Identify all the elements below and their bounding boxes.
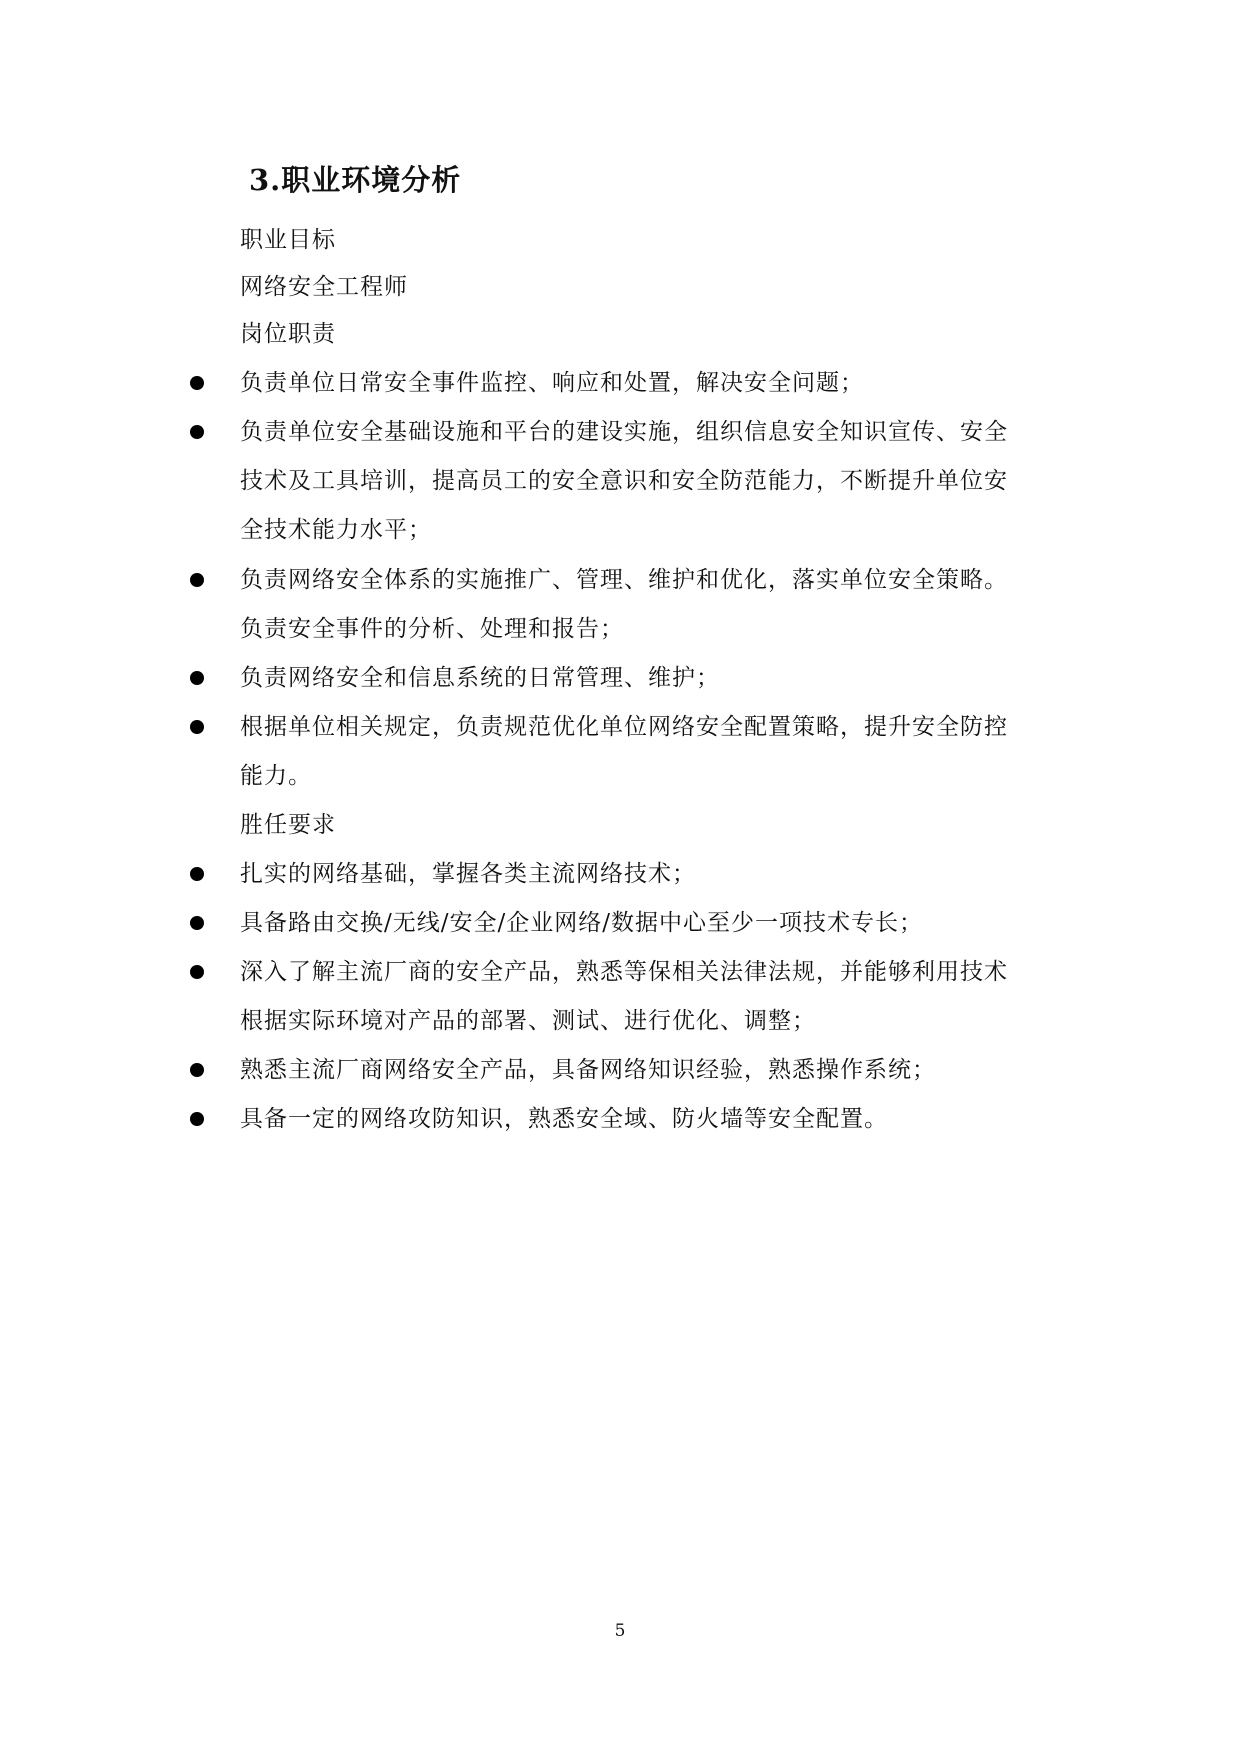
responsibility-line: 根据单位相关规定，负责规范优化单位网络安全配置策略，提升安全防控 — [240, 714, 1008, 740]
career-goal-value: 网络安全工程师 — [240, 274, 408, 300]
bullet-icon — [190, 867, 204, 881]
responsibility-line: 负责网络安全体系的实施推广、管理、维护和优化，落实单位安全策略。 — [240, 567, 1008, 593]
responsibility-line: 负责网络安全和信息系统的日常管理、维护； — [240, 665, 720, 691]
requirement-line: 深入了解主流厂商的安全产品，熟悉等保相关法律法规，并能够利用技术 — [240, 959, 1008, 985]
requirement-line: 具备一定的网络攻防知识，熟悉安全域、防火墙等安全配置。 — [240, 1106, 888, 1132]
requirement-line: 根据实际环境对产品的部署、测试、进行优化、调整； — [240, 1008, 816, 1034]
bullet-icon — [190, 916, 204, 930]
requirement-line: 熟悉主流厂商网络安全产品，具备网络知识经验，熟悉操作系统； — [240, 1057, 936, 1083]
responsibility-line: 负责单位安全基础设施和平台的建设实施，组织信息安全知识宣传、安全 — [240, 419, 1008, 445]
responsibility-line: 负责安全事件的分析、处理和报告； — [240, 616, 624, 642]
bullet-icon — [190, 425, 204, 439]
requirements-label: 胜任要求 — [240, 812, 336, 838]
bullet-icon — [190, 573, 204, 587]
requirement-line: 具备路由交换/无线/安全/企业网络/数据中心至少一项技术专长； — [240, 910, 923, 936]
page-number: 5 — [614, 1621, 626, 1641]
responsibility-line: 技术及工具培训，提高员工的安全意识和安全防范能力，不断提升单位安 — [240, 468, 1008, 494]
requirement-line: 扎实的网络基础，掌握各类主流网络技术； — [240, 861, 696, 887]
bullet-icon — [190, 1112, 204, 1126]
responsibilities-label: 岗位职责 — [240, 321, 336, 347]
bullet-icon — [190, 720, 204, 734]
section-heading: 3.职业环境分析 — [249, 163, 462, 197]
responsibility-line: 能力。 — [240, 763, 312, 789]
career-goal-label: 职业目标 — [240, 227, 336, 253]
bullet-icon — [190, 965, 204, 979]
responsibility-line: 全技术能力水平； — [240, 517, 432, 543]
bullet-icon — [190, 376, 204, 390]
bullet-icon — [190, 671, 204, 685]
responsibility-line: 负责单位日常安全事件监控、响应和处置，解决安全问题； — [240, 370, 864, 396]
bullet-icon — [190, 1063, 204, 1077]
